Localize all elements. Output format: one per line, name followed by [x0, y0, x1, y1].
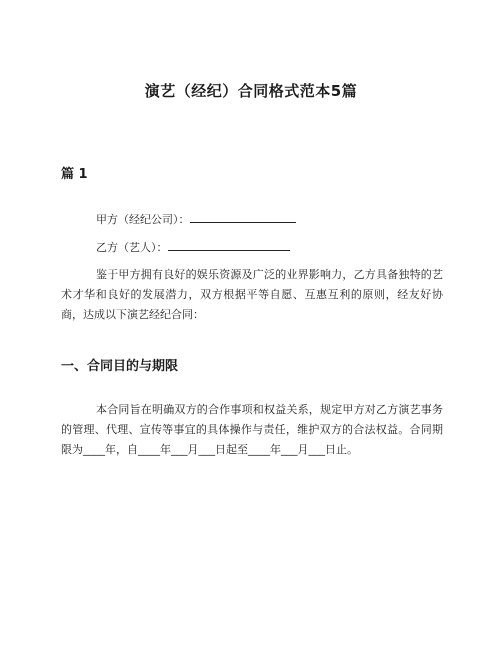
party-a-line — [96, 210, 296, 227]
section-heading: 篇 1 — [61, 167, 88, 182]
preamble-paragraph: 鉴于甲方拥有良好的娱乐资源及广泛的业界影响力，乙方具备独特的艺术才华和良好的发展潜力，双方根据平等自愿、互惠互利的原则，经友好协商，达成以下演艺经纪合同： — [61, 268, 443, 321]
party-b-line — [96, 238, 290, 255]
party-a-label: 甲方（经纪公司）： — [96, 213, 190, 226]
party-b-blank — [168, 238, 290, 251]
article-1-body: 本合同旨在明确双方的合作事项和权益关系，规定甲方对乙方演艺事务的管理、代理、宣传等事宜的具体操作与责任，维护双方的合法权益。合同期限为____年，自____年___月___日起至____年___月___日止。 — [61, 403, 443, 456]
document-title: 演艺（经纪）合同格式范本5篇 — [144, 82, 358, 100]
party-b-label: 乙方（艺人）： — [96, 241, 168, 254]
party-a-blank — [190, 210, 296, 223]
article-1-heading: 一、合同目的与期限 — [61, 359, 179, 374]
